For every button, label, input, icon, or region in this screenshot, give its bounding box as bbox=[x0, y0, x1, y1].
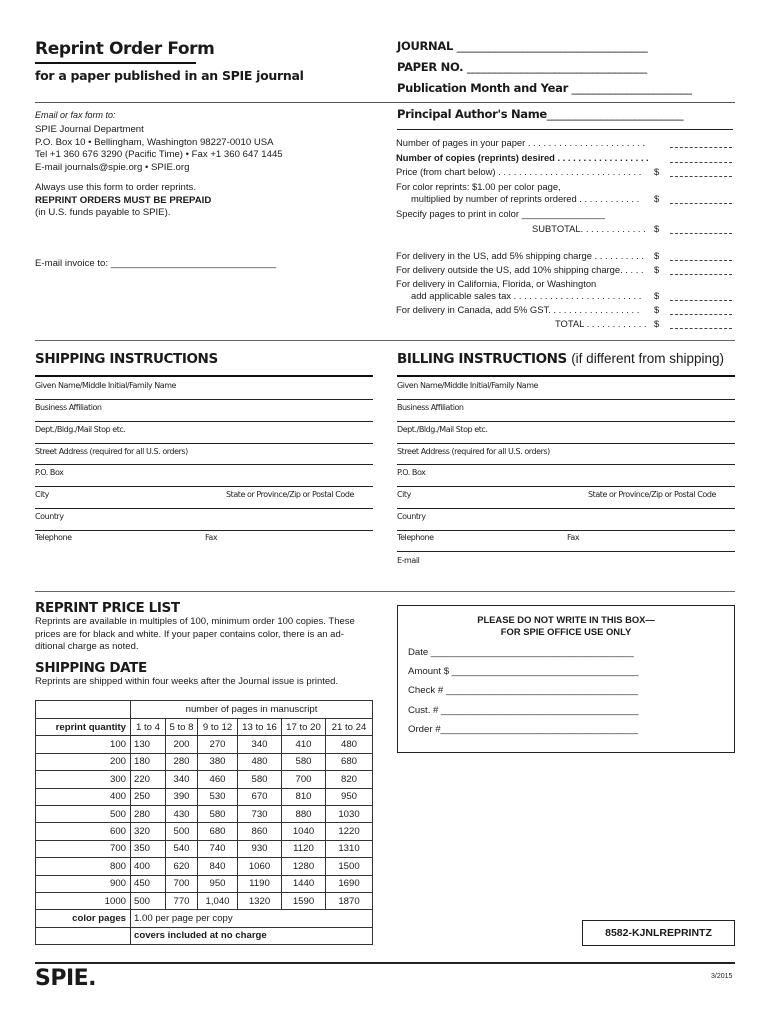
principal-author-field[interactable] bbox=[397, 107, 683, 121]
shipping-date-title: SHIPPING DATE bbox=[35, 660, 147, 676]
field-rule bbox=[397, 508, 735, 509]
price-cell: 350 bbox=[131, 840, 166, 857]
contact-line: SPIE Journal Department bbox=[35, 124, 144, 135]
price-cell: 480 bbox=[326, 736, 373, 753]
subtotal-blank[interactable] bbox=[670, 233, 732, 234]
table-header-row bbox=[36, 719, 373, 736]
us-shipping-label: For delivery in the US, add 5% shipping charge . . . . . . . . . . bbox=[396, 250, 645, 261]
price-cell: 580 bbox=[282, 753, 326, 770]
price-cell: 220 bbox=[131, 771, 166, 788]
price-cell: 530 bbox=[198, 788, 238, 805]
table-row bbox=[36, 753, 373, 770]
section-divider bbox=[35, 591, 735, 592]
bill-telephone-field[interactable]: Telephone bbox=[397, 533, 434, 542]
dollar-sign: $ bbox=[654, 264, 660, 275]
quantity-cell: 900 bbox=[36, 875, 131, 892]
price-cell: 450 bbox=[131, 875, 166, 892]
ship-dept-field[interactable]: Dept./Bldg./Mail Stop etc. bbox=[35, 425, 126, 434]
specify-line[interactable] bbox=[396, 208, 734, 222]
color-pages-value: 1.00 per page per copy bbox=[131, 910, 373, 927]
form-title: Reprint Order Form bbox=[35, 39, 215, 59]
table-row bbox=[36, 858, 373, 875]
price-cell: 1,040 bbox=[198, 892, 238, 909]
header-rule bbox=[35, 102, 735, 103]
price-cell: 390 bbox=[166, 788, 198, 805]
field-rule bbox=[397, 421, 735, 422]
price-cell: 1040 bbox=[282, 823, 326, 840]
field-rule bbox=[35, 530, 373, 531]
total-label: TOTAL . . . . . . . . . . . . bbox=[555, 318, 647, 329]
table-group-header-row bbox=[36, 701, 373, 719]
outside-shipping-label: For delivery outside the US, add 10% shipping charge. . . . . bbox=[396, 264, 644, 275]
ship-country-field[interactable]: Country bbox=[35, 512, 64, 521]
price-cell: 500 bbox=[131, 892, 166, 909]
price-table bbox=[35, 700, 373, 945]
price-cell: 580 bbox=[198, 805, 238, 822]
subtotal-label: SUBTOTAL. . . . . . . . . . . . . bbox=[532, 223, 646, 234]
price-cell: 620 bbox=[166, 858, 198, 875]
color-pages-label: color pages bbox=[36, 910, 131, 927]
bill-street-field[interactable]: Street Address (required for all U.S. orders) bbox=[397, 447, 550, 456]
price-list-line: ditional charge as noted. bbox=[35, 641, 139, 653]
quantity-cell: 800 bbox=[36, 858, 131, 875]
price-cell: 380 bbox=[198, 753, 238, 770]
dollar-sign: $ bbox=[654, 304, 660, 315]
email-fax-label: Email or fax form to: bbox=[35, 110, 116, 120]
price-cell: 1440 bbox=[282, 875, 326, 892]
contact-line: E-mail journals@spie.org • SPIE.org bbox=[35, 161, 190, 173]
table-row bbox=[36, 736, 373, 753]
field-rule bbox=[397, 486, 735, 487]
journal-label: JOURNAL bbox=[397, 39, 454, 53]
field-rule bbox=[397, 443, 735, 444]
dollar-sign: $ bbox=[654, 193, 660, 204]
canada-gst-line[interactable] bbox=[396, 304, 734, 318]
table-corner bbox=[36, 701, 131, 719]
table-row bbox=[36, 771, 373, 788]
price-cell: 480 bbox=[238, 753, 282, 770]
dollar-sign: $ bbox=[654, 166, 660, 177]
price-cell: 460 bbox=[198, 771, 238, 788]
section-divider bbox=[35, 340, 735, 341]
office-heading-2: FOR SPIE OFFICE USE ONLY bbox=[500, 626, 632, 637]
office-use-box bbox=[397, 605, 735, 753]
price-cell: 1190 bbox=[238, 875, 282, 892]
always-use-text: Always use this form to order reprints. bbox=[35, 182, 197, 193]
price-cell: 930 bbox=[238, 840, 282, 857]
bill-pobox-field[interactable]: P.O. Box bbox=[397, 468, 426, 477]
price-cell: 860 bbox=[238, 823, 282, 840]
price-cell: 770 bbox=[166, 892, 198, 909]
author-rule bbox=[397, 129, 733, 130]
publication-month-label: Publication Month and Year bbox=[397, 81, 568, 95]
table-col-header: 1 to 4 bbox=[131, 719, 166, 736]
journal-line: ___________________________________ bbox=[456, 39, 648, 53]
canada-gst-label: For delivery in Canada, add 5% GST. . . . . . . . . . . . . . . . . . bbox=[396, 304, 640, 315]
pages-line[interactable] bbox=[396, 137, 734, 151]
bill-country-field[interactable]: Country bbox=[397, 512, 426, 521]
dollar-sign: $ bbox=[654, 290, 660, 301]
ship-name-field[interactable]: Given Name/Middle Initial/Family Name bbox=[35, 381, 177, 390]
price-cell: 280 bbox=[166, 753, 198, 770]
table-row bbox=[36, 875, 373, 892]
principal-author-line: _________________________ bbox=[546, 107, 684, 121]
sales-tax-label-2: add applicable sales tax . . . . . . . . . . . . . . . . . . . . . . . . . bbox=[411, 290, 642, 301]
billing-title bbox=[397, 351, 724, 367]
title-underline bbox=[35, 62, 196, 64]
bill-email-field[interactable]: E-mail bbox=[397, 556, 420, 565]
price-cell: 1590 bbox=[282, 892, 326, 909]
footer-rule bbox=[35, 962, 735, 964]
quantity-cell: 700 bbox=[36, 840, 131, 857]
price-list-title: REPRINT PRICE LIST bbox=[35, 600, 180, 616]
price-label: Price (from chart below) . . . . . . . . . . . . . . . . . . . . . . . . . . . . bbox=[396, 166, 642, 177]
price-cell: 1280 bbox=[282, 858, 326, 875]
price-cell: 1500 bbox=[326, 858, 373, 875]
table-color-row bbox=[36, 910, 373, 927]
pages-label: Number of pages in your paper . . . . . . . . . . . . . . . . . . . . . . . bbox=[396, 137, 646, 148]
pages-blank[interactable] bbox=[670, 147, 732, 148]
price-cell: 1870 bbox=[326, 892, 373, 909]
bill-name-field[interactable]: Given Name/Middle Initial/Family Name bbox=[397, 381, 539, 390]
field-rule bbox=[397, 399, 735, 400]
publication-month-field[interactable] bbox=[397, 81, 692, 95]
email-invoice-field[interactable] bbox=[35, 258, 276, 269]
field-rule bbox=[35, 421, 373, 422]
publication-month-line: ______________________ bbox=[571, 81, 692, 95]
office-order-field[interactable]: Order #_____________________________________ bbox=[408, 724, 638, 735]
spie-logo: SPIE. bbox=[35, 966, 97, 991]
copies-blank[interactable] bbox=[670, 162, 732, 163]
field-rule bbox=[397, 551, 735, 552]
table-col-header: 9 to 12 bbox=[198, 719, 238, 736]
price-cell: 280 bbox=[131, 805, 166, 822]
field-rule bbox=[35, 399, 373, 400]
table-empty-cell bbox=[36, 927, 131, 944]
billing-title-rule bbox=[397, 375, 735, 377]
ship-fax-field[interactable]: Fax bbox=[205, 533, 218, 542]
bill-dept-field[interactable]: Dept./Bldg./Mail Stop etc. bbox=[397, 425, 488, 434]
table-row bbox=[36, 805, 373, 822]
price-cell: 840 bbox=[198, 858, 238, 875]
paper-no-line: _________________________________ bbox=[466, 60, 647, 74]
color-label-1: For color reprints: $1.00 per color page, bbox=[396, 181, 561, 192]
price-cell: 820 bbox=[326, 771, 373, 788]
price-cell: 340 bbox=[238, 736, 282, 753]
price-cell: 670 bbox=[238, 788, 282, 805]
form-code-box: 8582-KJNLREPRINTZ bbox=[582, 920, 735, 946]
outside-shipping-line[interactable] bbox=[396, 264, 734, 278]
price-cell: 700 bbox=[282, 771, 326, 788]
bill-state-field[interactable]: State or Province/Zip or Postal Code bbox=[588, 490, 716, 499]
prepay-notice bbox=[35, 182, 211, 220]
dollar-sign: $ bbox=[654, 318, 660, 329]
bill-fax-field[interactable]: Fax bbox=[567, 533, 580, 542]
price-cell: 180 bbox=[131, 753, 166, 770]
contact-line: Tel +1 360 676 3290 (Pacific Time) • Fax +1 360 647 1445 bbox=[35, 149, 283, 161]
subtotal-line[interactable] bbox=[396, 223, 734, 237]
quantity-cell: 100 bbox=[36, 736, 131, 753]
price-cell: 1310 bbox=[326, 840, 373, 857]
total-blank[interactable] bbox=[670, 328, 732, 329]
table-col-header: 17 to 20 bbox=[282, 719, 326, 736]
color-line-2[interactable] bbox=[396, 193, 734, 207]
canada-gst-blank[interactable] bbox=[670, 314, 732, 315]
office-date-field[interactable]: Date ______________________________________ bbox=[408, 647, 634, 658]
table-col-header: 5 to 8 bbox=[166, 719, 198, 736]
price-cell: 950 bbox=[326, 788, 373, 805]
price-cell: 1060 bbox=[238, 858, 282, 875]
contact-line: P.O. Box 10 • Bellingham, Washington 98227-0010 USA bbox=[35, 136, 274, 148]
table-row-header: reprint quantity bbox=[36, 719, 131, 736]
quantity-cell: 1000 bbox=[36, 892, 131, 909]
price-cell: 810 bbox=[282, 788, 326, 805]
copies-label: Number of copies (reprints) desired . . . . . . . . . . . . . . . . . . bbox=[396, 152, 649, 163]
price-table-body bbox=[36, 736, 373, 910]
bill-business-field[interactable]: Business Affiliation bbox=[397, 403, 464, 412]
table-col-header: 21 to 24 bbox=[326, 719, 373, 736]
field-rule bbox=[35, 486, 373, 487]
table-row bbox=[36, 823, 373, 840]
office-check-field[interactable]: Check # ____________________________________ bbox=[408, 685, 638, 696]
price-cell: 700 bbox=[166, 875, 198, 892]
price-blank[interactable] bbox=[670, 176, 732, 177]
price-cell: 200 bbox=[166, 736, 198, 753]
price-cell: 1220 bbox=[326, 823, 373, 840]
paper-no-label: PAPER NO. bbox=[397, 60, 464, 74]
ship-telephone-field[interactable]: Telephone bbox=[35, 533, 72, 542]
price-line[interactable] bbox=[396, 166, 734, 180]
field-rule bbox=[35, 464, 373, 465]
prepaid-text: REPRINT ORDERS MUST BE PREPAID bbox=[35, 194, 212, 206]
bill-city-field[interactable]: City bbox=[397, 490, 411, 499]
price-cell: 430 bbox=[166, 805, 198, 822]
price-list-text bbox=[35, 616, 380, 654]
price-cell: 580 bbox=[238, 771, 282, 788]
price-cell: 680 bbox=[326, 753, 373, 770]
quantity-cell: 400 bbox=[36, 788, 131, 805]
field-rule bbox=[397, 464, 735, 465]
sales-tax-blank[interactable] bbox=[670, 300, 732, 301]
total-line[interactable] bbox=[396, 318, 734, 332]
copies-line[interactable] bbox=[396, 152, 734, 166]
table-row bbox=[36, 892, 373, 909]
price-cell: 880 bbox=[282, 805, 326, 822]
price-cell: 500 bbox=[166, 823, 198, 840]
price-cell: 1030 bbox=[326, 805, 373, 822]
outside-shipping-blank[interactable] bbox=[670, 274, 732, 275]
dollar-sign: $ bbox=[654, 250, 660, 261]
billing-title-note: (if different from shipping) bbox=[571, 351, 725, 366]
office-cust-field[interactable]: Cust. # _____________________________________ bbox=[408, 705, 639, 716]
price-cell: 410 bbox=[282, 736, 326, 753]
office-amount-field[interactable]: Amount $ ___________________________________ bbox=[408, 666, 639, 677]
table-row bbox=[36, 788, 373, 805]
field-rule bbox=[397, 530, 735, 531]
specify-label: Specify pages to print in color ________________ bbox=[396, 208, 606, 219]
table-group-header: number of pages in manuscript bbox=[131, 701, 373, 719]
price-cell: 130 bbox=[131, 736, 166, 753]
email-invoice-line: _______________________________ bbox=[110, 258, 277, 269]
price-cell: 250 bbox=[131, 788, 166, 805]
revision-date: 3/2015 bbox=[711, 973, 733, 980]
price-list-line: Reprints are available in multiples of 100, minimum order 100 copies. These bbox=[35, 616, 355, 627]
dollar-sign: $ bbox=[654, 223, 660, 234]
us-shipping-blank[interactable] bbox=[670, 260, 732, 261]
price-cell: 540 bbox=[166, 840, 198, 857]
price-cell: 740 bbox=[198, 840, 238, 857]
paper-no-field[interactable] bbox=[397, 60, 647, 74]
shipping-date-text: Reprints are shipped within four weeks after the Journal issue is printed. bbox=[35, 676, 339, 687]
shipping-title: SHIPPING INSTRUCTIONS bbox=[35, 351, 218, 367]
price-cell: 1320 bbox=[238, 892, 282, 909]
principal-author-label: Principal Author's Name bbox=[397, 107, 547, 121]
form-subtitle: for a paper published in an SPIE journal bbox=[35, 68, 304, 83]
field-rule bbox=[35, 443, 373, 444]
price-cell: 1690 bbox=[326, 875, 373, 892]
quantity-cell: 600 bbox=[36, 823, 131, 840]
ship-state-field[interactable]: State or Province/Zip or Postal Code bbox=[226, 490, 354, 499]
quantity-cell: 200 bbox=[36, 753, 131, 770]
color-label-2: multiplied by number of reprints ordered . . . . . . . . . . . . bbox=[411, 193, 640, 204]
table-row bbox=[36, 840, 373, 857]
ship-pobox-field[interactable]: P.O. Box bbox=[35, 468, 64, 477]
ship-business-field[interactable]: Business Affiliation bbox=[35, 403, 102, 412]
office-heading-1: PLEASE DO NOT WRITE IN THIS BOX— bbox=[477, 614, 655, 625]
quantity-cell: 300 bbox=[36, 771, 131, 788]
journal-field[interactable] bbox=[397, 39, 648, 53]
price-cell: 730 bbox=[238, 805, 282, 822]
quantity-cell: 500 bbox=[36, 805, 131, 822]
ship-street-field[interactable]: Street Address (required for all U.S. orders) bbox=[35, 447, 188, 456]
email-invoice-label: E-mail invoice to: bbox=[35, 258, 109, 269]
sales-tax-label-1: For delivery in California, Florida, or Washington bbox=[396, 278, 597, 289]
price-cell: 950 bbox=[198, 875, 238, 892]
price-cell: 1120 bbox=[282, 840, 326, 857]
price-cell: 340 bbox=[166, 771, 198, 788]
contact-address bbox=[35, 124, 283, 174]
price-list-line: prices are for black and white. If your paper contains color, there is an ad- bbox=[35, 628, 344, 640]
billing-title-text: BILLING INSTRUCTIONS bbox=[397, 351, 567, 367]
price-cell: 680 bbox=[198, 823, 238, 840]
sales-tax-line-2[interactable] bbox=[396, 290, 734, 304]
color-blank[interactable] bbox=[670, 203, 732, 204]
field-rule bbox=[35, 508, 373, 509]
covers-note: covers included at no charge bbox=[131, 927, 373, 944]
price-cell: 270 bbox=[198, 736, 238, 753]
table-covers-row bbox=[36, 927, 373, 944]
shipping-title-rule bbox=[35, 375, 373, 377]
funds-text: (in U.S. funds payable to SPIE). bbox=[35, 207, 171, 219]
table-col-header: 13 to 16 bbox=[238, 719, 282, 736]
price-cell: 320 bbox=[131, 823, 166, 840]
us-shipping-line[interactable] bbox=[396, 250, 734, 264]
price-cell: 400 bbox=[131, 858, 166, 875]
ship-city-field[interactable]: City bbox=[35, 490, 49, 499]
